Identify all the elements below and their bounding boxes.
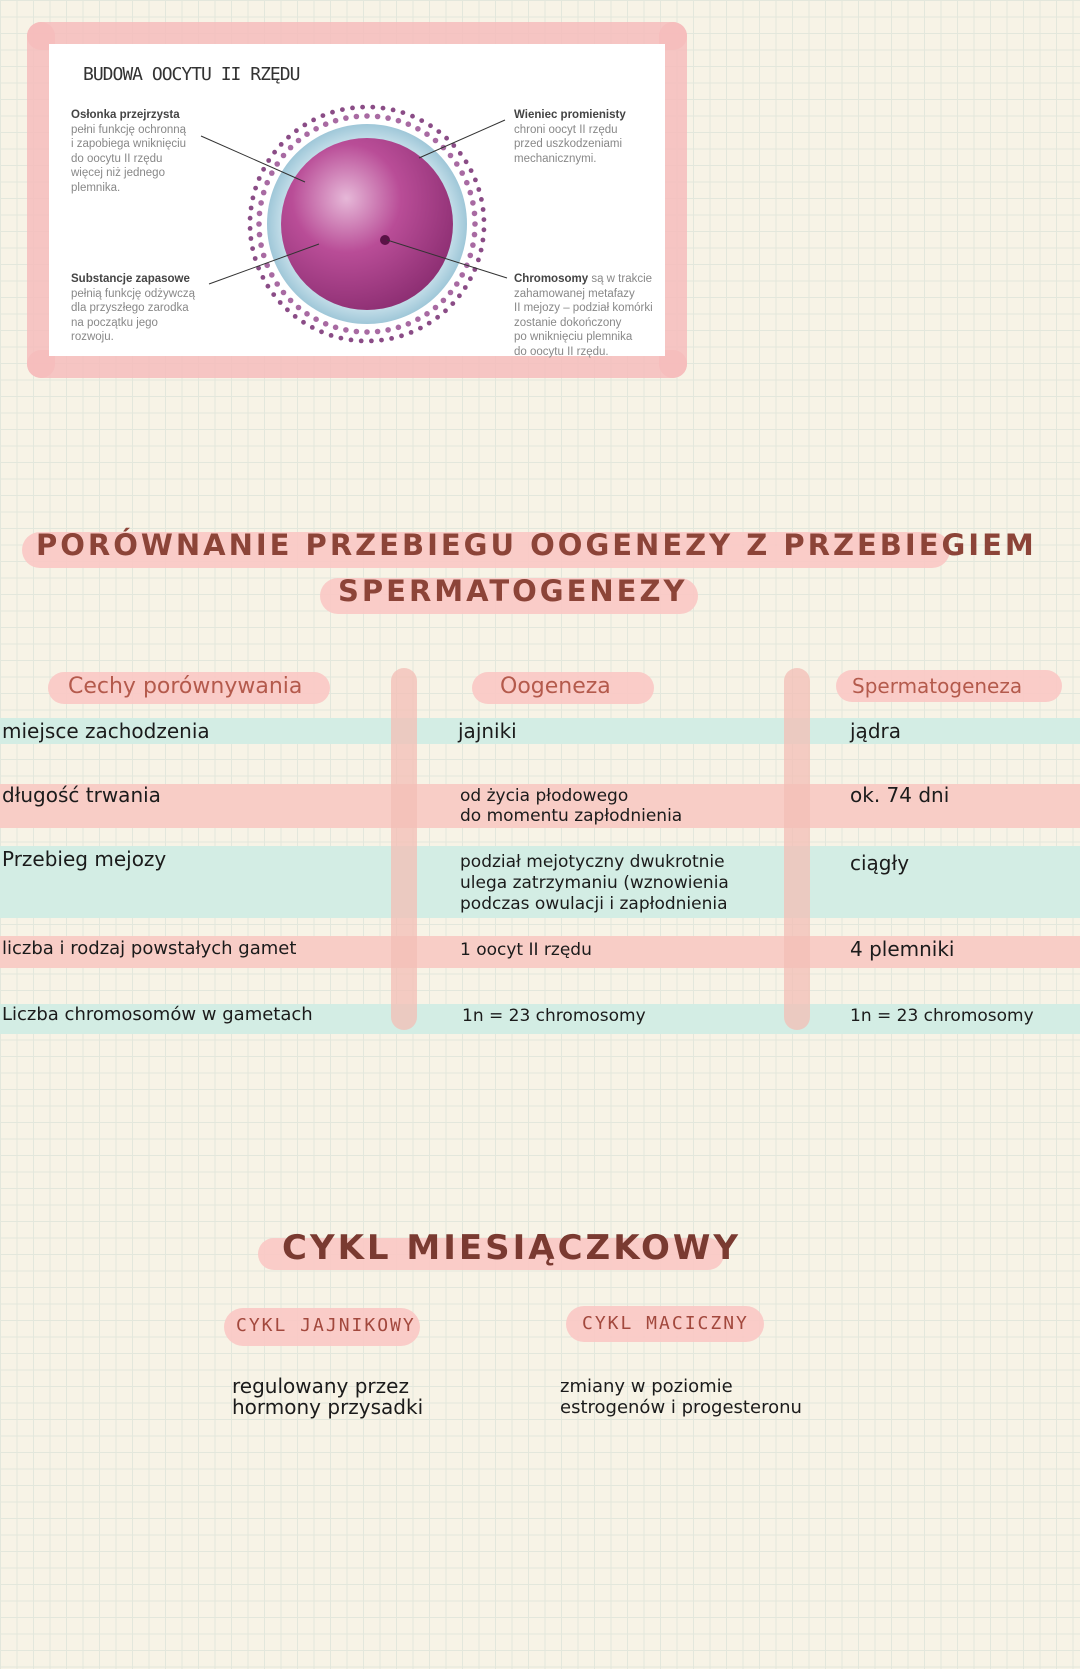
corona-cell [454,161,460,167]
corona-cell [354,329,360,335]
corona-cell [333,118,339,124]
corona-cell [370,105,375,110]
corona-cell [415,316,421,322]
corona-cell [448,290,454,296]
corona-cell [399,333,404,338]
corona-cell [396,325,402,331]
corona-cell [285,307,290,312]
corona-cell [441,298,447,304]
corona-cell [419,118,424,123]
corona-cell [274,161,280,167]
corona-cell [249,236,254,241]
corona-cell [266,158,271,163]
corona-cell [354,114,360,120]
corona-cell [253,186,258,191]
row5-oogeneza: 1n = 23 chromosomy [462,1006,646,1026]
row1-spermatogeneza: jądra [850,719,901,743]
label-oslonka: Osłonka przejrzysta pełni funkcję ochronną i zapobiega wniknięciu do oocytu II rzędu więcej niż jednego plemnika. [71,109,187,194]
corona-cell [343,115,349,121]
oocyte-figure [27,22,687,378]
row5-spermatogeneza: 1n = 23 chromosomy [850,1006,1034,1026]
corona-cell [481,238,486,243]
label-wieniec: Wieniec promienisty chroni oocyt II rzędu przed uszkodzeniami mechanicznymi. [514,109,626,165]
corona-cell [468,190,474,196]
corona-cell [389,336,394,341]
label-substancje: Substancje zapasowe pełnią funkcję odżywczą dla przyszłego zarodka na początku jego rozwoju. [71,273,196,343]
row1-feature: miejsce zachodzenia [2,719,210,743]
corona-cell [340,107,345,112]
header-oogeneza: Oogeneza [500,674,611,699]
corona-cell [288,298,294,304]
corona-cell [258,242,264,248]
corona-cell [249,206,254,211]
corona-cell [296,138,302,144]
corona-cell [269,272,275,278]
corona-cell [288,145,294,151]
row4-spermatogeneza: 4 plemniki [850,937,955,961]
comparison-title-line2: SPERMATOGENEZY [338,574,688,608]
corona-cell [415,126,421,132]
corona-cell [459,272,465,278]
corona-cell [350,106,355,111]
row2-spermatogeneza: ok. 74 dni [850,783,950,807]
corona-cell [385,115,391,121]
corona-cell [304,131,310,137]
corona-cell [261,253,267,259]
corona-cell [343,327,349,333]
corona-cell [294,128,299,133]
uterine-cycle-note: zmiany w poziomie estrogenów i progesteronu [560,1376,802,1418]
row3-oogeneza: podział mejotyczny dwukrotnie ulega zatrzymaniu (wznowienia podczas owulacji i zapłodnienia [460,852,729,914]
corona-cell [253,256,258,261]
corona-cell [375,329,381,335]
corona-cell [470,242,476,248]
corona-cell [251,196,256,201]
corona-cell [476,258,481,263]
corona-cell [360,105,365,110]
corona-cell [369,339,374,344]
corona-cell [319,329,324,334]
corona-cell [339,336,344,341]
corona-cell [464,180,470,186]
corona-cell [349,338,354,343]
corona-cell [248,216,253,221]
corona-cell [364,113,370,119]
corona-cell [301,320,306,325]
row5-feature: Liczba chromosomów w gametach [2,1004,313,1025]
corona-cell [469,168,474,173]
uterine-cycle-heading: CYKL MACICZNY [582,1313,749,1334]
corona-cell [279,142,284,147]
corona-cell [406,121,412,127]
row2-feature: długość trwania [2,783,161,807]
corona-cell [266,284,271,289]
corona-cell [459,170,465,176]
corona-cell [396,118,402,124]
header-cechy: Cechy porównywania [68,674,303,699]
corona-cell [359,339,364,344]
corona-cell [271,292,276,297]
figure-title: BUDOWA OOCYTU II RZĘDU [83,64,300,85]
corona-cell [433,138,439,144]
corona-cell [302,123,307,128]
corona-cell [257,176,262,181]
corona-cell [427,321,432,326]
corona-cell [304,311,310,317]
corona-cell [264,180,270,186]
column-divider-1 [391,668,417,1030]
corona-cell [457,293,462,298]
corona-cell [401,110,406,115]
corona-cell [261,275,266,280]
corona-cell [313,316,319,322]
corona-cell [256,221,262,227]
corona-cell [272,150,277,155]
corona-cell [448,153,454,159]
corona-cell [257,211,263,217]
corona-cell [385,327,391,333]
corona-cell [479,197,484,202]
corona-cell [444,136,449,141]
row3-spermatogeneza: ciągły [850,851,910,875]
corona-cell [443,308,448,313]
cytoplasm [281,138,453,310]
corona-cell [470,200,476,206]
corona-cell [248,226,253,231]
corona-cell [274,281,280,287]
corona-cell [409,330,414,335]
ovarian-cycle-note: regulowany przez hormony przysadki [232,1374,424,1419]
corona-cell [281,153,287,159]
corona-cell [468,276,473,281]
corona-cell [482,227,487,232]
corona-cell [418,326,423,331]
corona-cell [472,221,478,227]
corona-cell [381,106,386,111]
corona-cell [476,187,481,192]
corona-cell [379,338,384,343]
corona-cell [424,131,430,137]
corona-cell [258,200,264,206]
corona-cell [323,321,329,327]
corona-cell [313,126,319,132]
corona-cell [406,321,412,327]
comparison-title-line1: PORÓWNANIE PRZEBIEGU OOGENEZY Z PRZEBIEGIEM [36,528,1037,562]
corona-cell [257,232,263,238]
corona-cell [261,167,266,172]
corona-cell [261,190,267,196]
ovarian-cycle-heading: CYKL JAJNIKOWY [236,1315,416,1336]
corona-cell [435,315,440,320]
corona-cell [311,118,316,123]
row1-oogeneza: jajniki [458,719,517,743]
corona-cell [464,159,469,164]
corona-cell [364,329,370,335]
corona-cell [269,170,275,176]
corona-cell [450,301,455,306]
corona-cell [472,211,478,217]
corona-cell [250,246,255,251]
row4-feature: liczba i rodzaj powstałych gamet [2,938,297,959]
corona-cell [329,333,334,338]
corona-cell [463,285,468,290]
corona-cell [424,311,430,317]
corona-cell [481,207,486,212]
corona-cell [296,305,302,311]
corona-cell [410,114,415,119]
corona-cell [482,217,487,222]
figure-panel [49,44,665,356]
row2-oogeneza: od życia płodowego do momentu zapłodnienia [460,786,683,826]
cycle-title: CYKL MIESIĄCZKOWY [282,1228,742,1268]
corona-cell [428,123,433,128]
corona-cell [458,151,463,156]
header-spermatogeneza: Spermatogeneza [852,674,1023,698]
corona-cell [391,108,396,113]
corona-cell [433,305,439,311]
corona-cell [293,314,298,319]
corona-cell [321,113,326,118]
column-divider-2 [784,668,810,1030]
corona-cell [472,232,478,238]
corona-cell [454,281,460,287]
row4-oogeneza: 1 oocyt II rzędu [460,940,592,960]
corona-cell [473,178,478,183]
label-chromosomy: Chromosomy są w trakcie zahamowanej metafazy II mejozy – podział komórki zostanie dokończony po wniknięciu plemnika do oocytu II rzędu. [514,273,653,358]
corona-cell [479,248,484,253]
row3-feature: Przebieg mejozy [2,847,167,871]
corona-cell [278,300,283,305]
corona-cell [310,325,315,330]
corona-cell [281,290,287,296]
corona-cell [436,129,441,134]
corona-cell [375,114,381,120]
corona-cell [286,135,291,140]
corona-cell [323,121,329,127]
corona-cell [333,325,339,331]
corona-cell [330,110,335,115]
corona-cell [468,253,474,259]
